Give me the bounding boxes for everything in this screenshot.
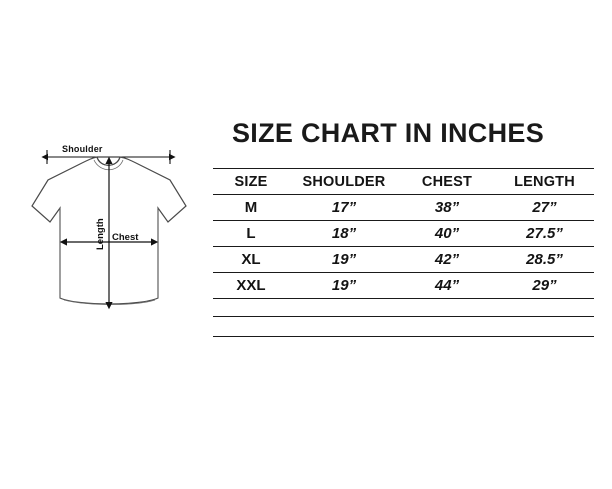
page-title: SIZE CHART IN INCHES [232, 118, 545, 148]
length-label: Length [95, 218, 106, 250]
column-header-size: SIZE [213, 169, 289, 195]
cell-length: 27.5” [495, 221, 594, 247]
cell-chest: 44” [399, 273, 495, 299]
table-divider-rule [213, 336, 594, 337]
table-row [213, 221, 594, 247]
table-row [213, 247, 594, 273]
shoulder-label: Shoulder [62, 144, 103, 154]
cell-size: XXL [213, 273, 289, 299]
column-header-chest: CHEST [399, 169, 495, 195]
table-divider-rule [213, 316, 594, 317]
cell-length: 28.5” [495, 247, 594, 273]
cell-chest: 38” [399, 195, 495, 221]
chest-label: Chest [112, 232, 139, 243]
table-row [213, 195, 594, 221]
cell-size: L [213, 221, 289, 247]
cell-shoulder: 19” [289, 273, 399, 299]
cell-chest: 42” [399, 247, 495, 273]
cell-shoulder: 18” [289, 221, 399, 247]
cell-length: 29” [495, 273, 594, 299]
cell-length: 27” [495, 195, 594, 221]
cell-size: XL [213, 247, 289, 273]
cell-shoulder: 19” [289, 247, 399, 273]
table-row [213, 273, 594, 299]
column-header-length: LENGTH [495, 169, 594, 195]
column-header-shoulder: SHOULDER [289, 169, 399, 195]
cell-chest: 40” [399, 221, 495, 247]
cell-shoulder: 17” [289, 195, 399, 221]
size-chart-table [213, 168, 594, 299]
cell-size: M [213, 195, 289, 221]
table-header-row [213, 169, 594, 195]
